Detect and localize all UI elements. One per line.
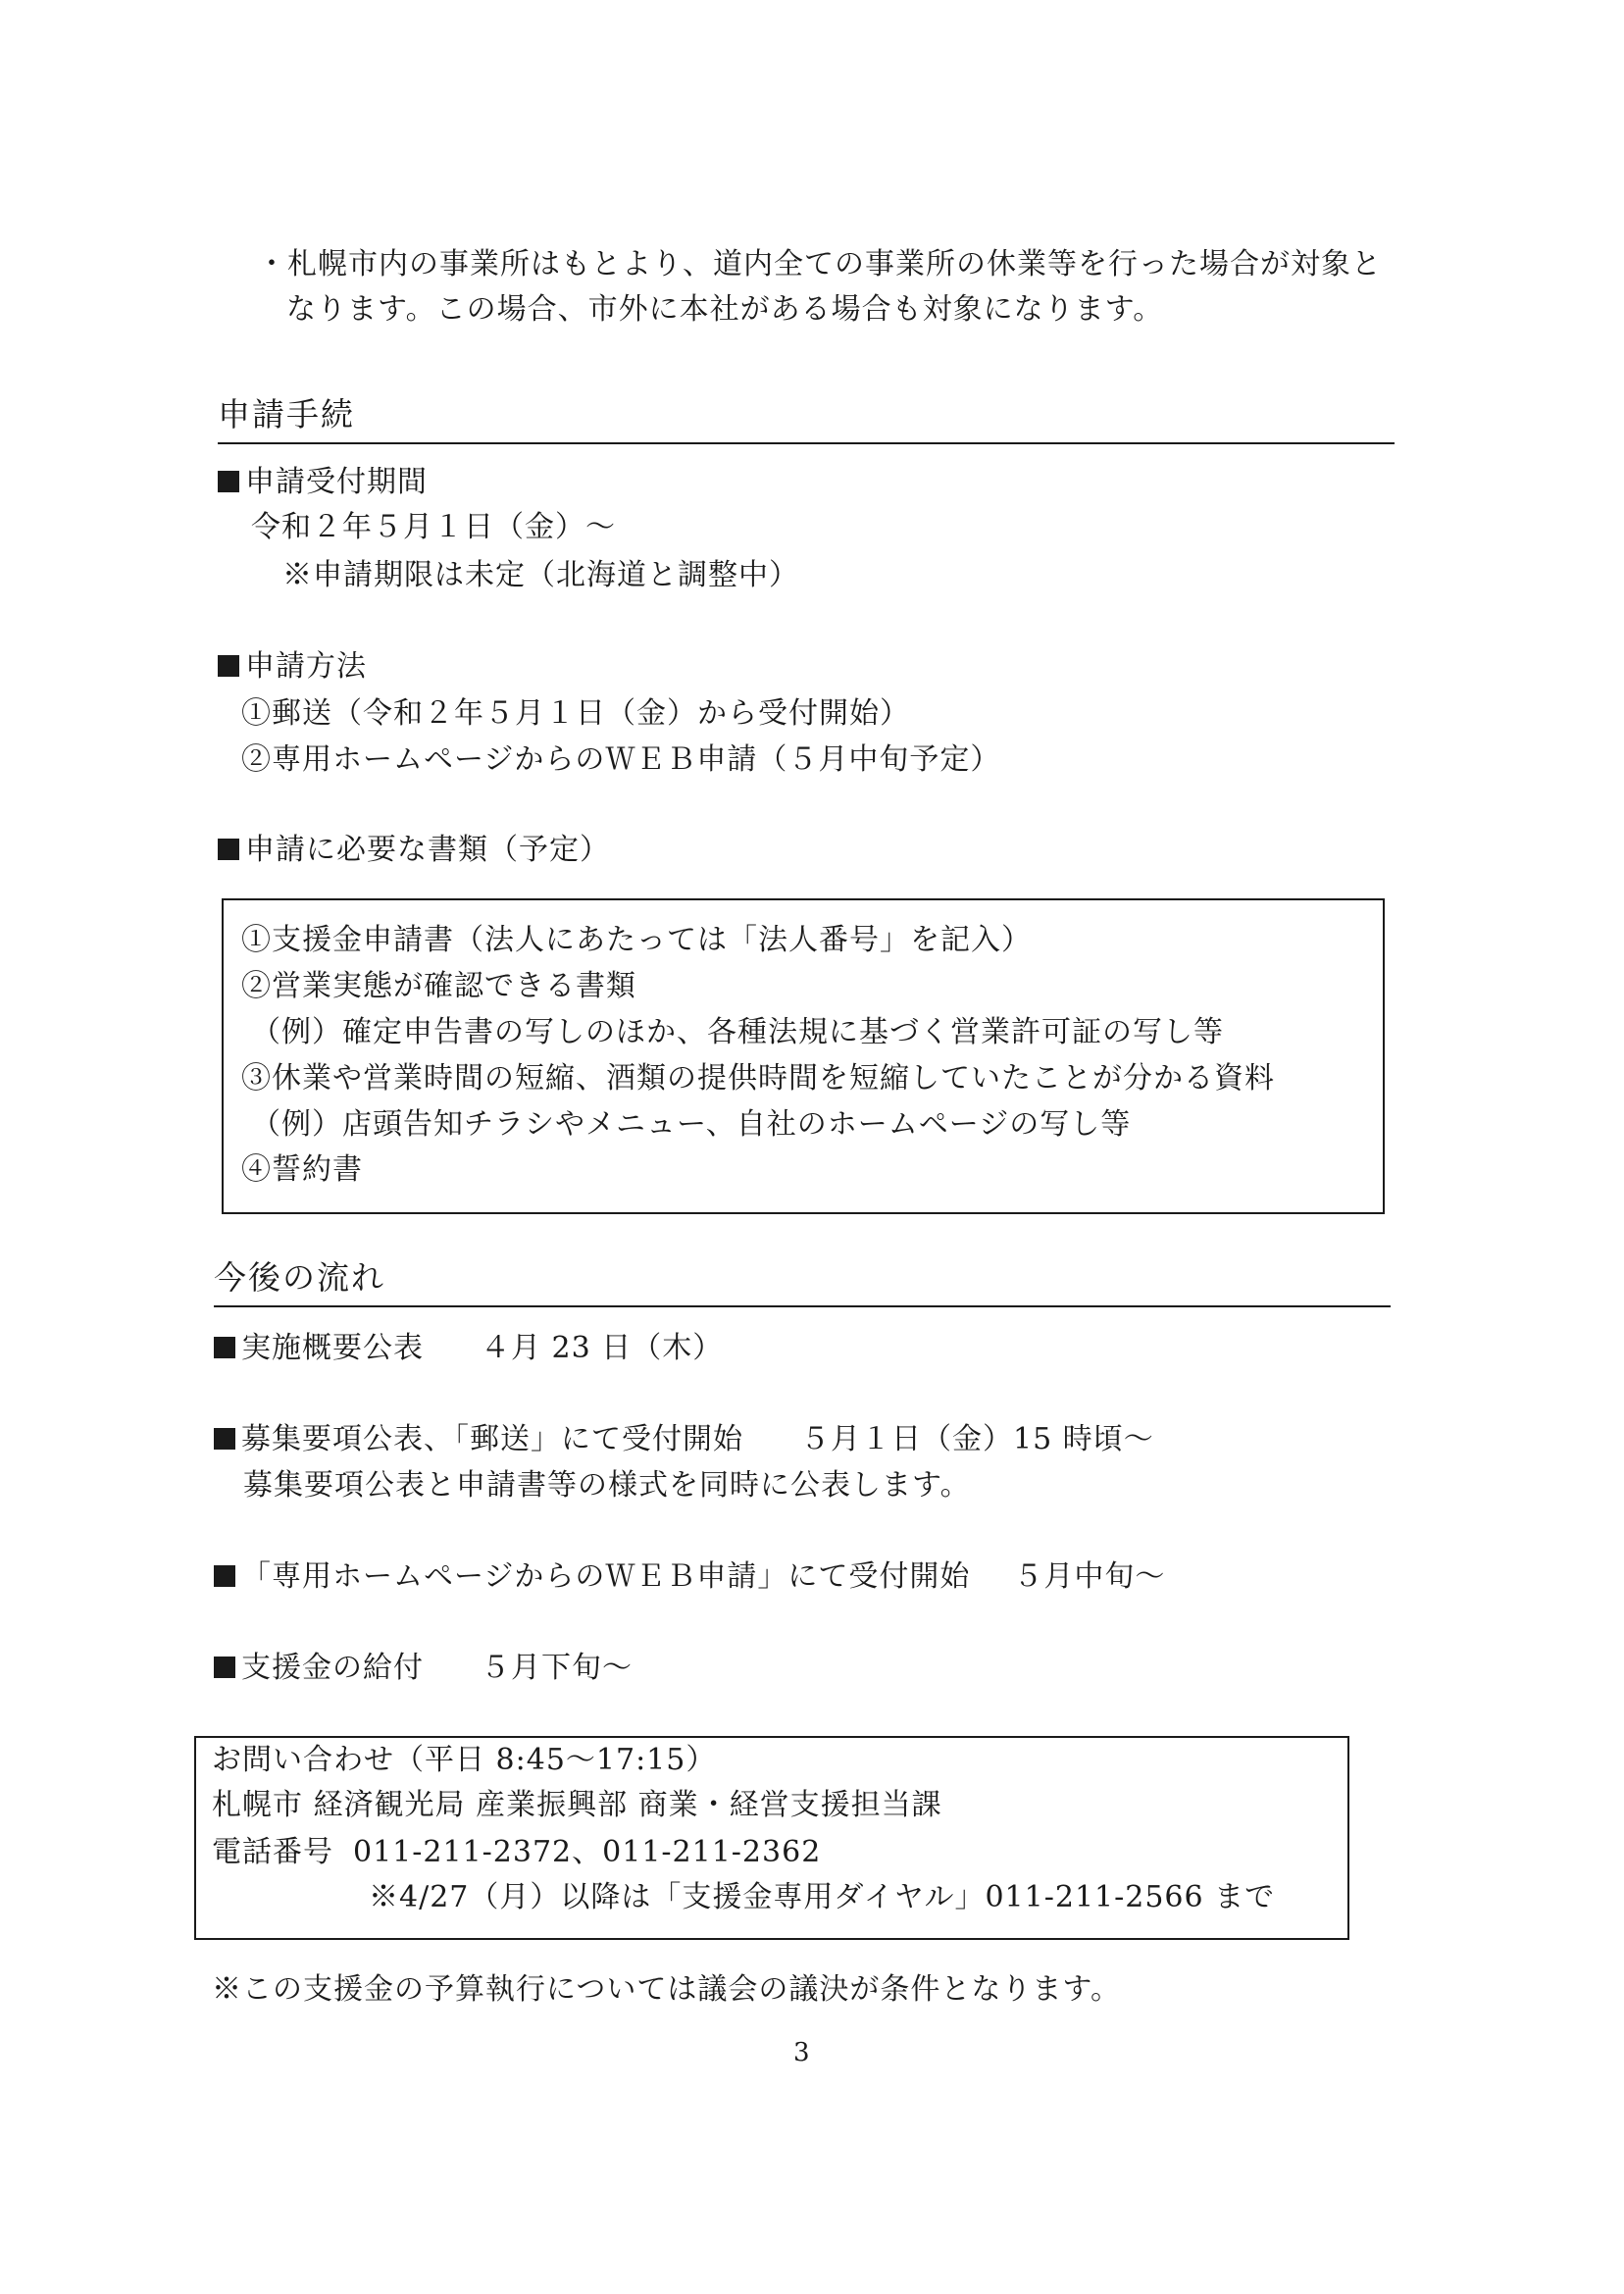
contact-phone [212, 1835, 822, 1869]
intro-line-2: なります。この場合、市外に本社がある場合も対象になります。 [286, 292, 1164, 327]
schedule-item-2-label: 募集要項公表、「郵送」にて受付開始 [241, 1422, 743, 1456]
schedule-item-1 [214, 1331, 724, 1365]
section-rule-schedule [214, 1305, 1391, 1307]
period-date: 令和２年５月１日（金）～ [251, 510, 616, 544]
method-item-2: ②専用ホームページからのＷＥＢ申請（５月中旬予定） [241, 742, 1001, 777]
documents-label [218, 833, 610, 867]
schedule-item-3-label: 「専用ホームページからのＷＥＢ申請」にて受付開始 [241, 1559, 971, 1594]
documents-item-2: ②営業実態が確認できる書類 [241, 969, 636, 1003]
schedule-item-3 [214, 1559, 1166, 1594]
contact-title: お問い合わせ（平日 8:45～17:15） [212, 1743, 717, 1777]
square-bullet-icon [214, 1657, 235, 1678]
schedule-item-2-date: ５月１日（金）15 時頃～ [800, 1422, 1154, 1456]
documents-item-3: （例）確定申告書の写しのほか、各種法規に基づく営業許可証の写し等 [251, 1015, 1224, 1049]
period-note: ※申請期限は未定（北海道と調整中） [282, 558, 799, 592]
square-bullet-icon [214, 1565, 235, 1587]
intro-line-1: ・札幌市内の事業所はもとより、道内全ての事業所の休業等を行った場合が対象と [257, 247, 1382, 281]
contact-phone-numbers: 011-211-2372、011-211-2362 [353, 1835, 822, 1869]
square-bullet-icon [214, 1337, 235, 1358]
method-item-1: ①郵送（令和２年５月１日（金）から受付開始） [241, 696, 910, 731]
method-label [218, 649, 367, 684]
schedule-item-4 [214, 1651, 633, 1685]
documents-item-1: ①支援金申請書（法人にあたっては「法人番号」を記入） [241, 923, 1032, 957]
period-label-text: 申請受付期間 [245, 465, 428, 499]
schedule-item-1-label: 実施概要公表 [241, 1331, 424, 1365]
documents-item-4: ③休業や営業時間の短縮、酒類の提供時間を短縮していたことが分かる資料 [241, 1061, 1275, 1096]
square-bullet-icon [218, 655, 239, 677]
square-bullet-icon [218, 839, 239, 860]
contact-phone-label: 電話番号 [212, 1835, 333, 1869]
documents-item-6: ④誓約書 [241, 1152, 363, 1187]
schedule-item-4-date: ５月下旬～ [481, 1651, 633, 1685]
schedule-item-2 [214, 1422, 1154, 1456]
footnote: ※この支援金の予算執行については議会の議決が条件となります。 [212, 1972, 1121, 2007]
schedule-item-3-date: ５月中旬～ [1013, 1559, 1166, 1594]
method-label-text: 申請方法 [245, 649, 367, 684]
page-number: 3 [793, 2038, 810, 2067]
schedule-item-2-detail: 募集要項公表と申請書等の様式を同時に公表します。 [243, 1468, 971, 1503]
documents-item-5: （例）店頭告知チラシやメニュー、自社のホームページの写し等 [251, 1107, 1132, 1142]
section-rule-procedure [218, 442, 1395, 444]
section-heading-procedure: 申請手続 [218, 395, 355, 433]
section-heading-schedule: 今後の流れ [214, 1258, 385, 1297]
documents-label-text: 申請に必要な書類（予定） [245, 833, 610, 867]
square-bullet-icon [214, 1428, 235, 1450]
period-label [218, 465, 428, 499]
schedule-item-4-label: 支援金の給付 [241, 1651, 424, 1685]
square-bullet-icon [218, 471, 239, 492]
contact-department: 札幌市 経済観光局 産業振興部 商業・経営支援担当課 [212, 1788, 942, 1822]
schedule-item-1-date: ４月 23 日（木） [481, 1331, 724, 1365]
contact-hotline-note: ※4/27（月）以降は「支援金専用ダイヤル」011-211-2566 まで [369, 1880, 1276, 1914]
